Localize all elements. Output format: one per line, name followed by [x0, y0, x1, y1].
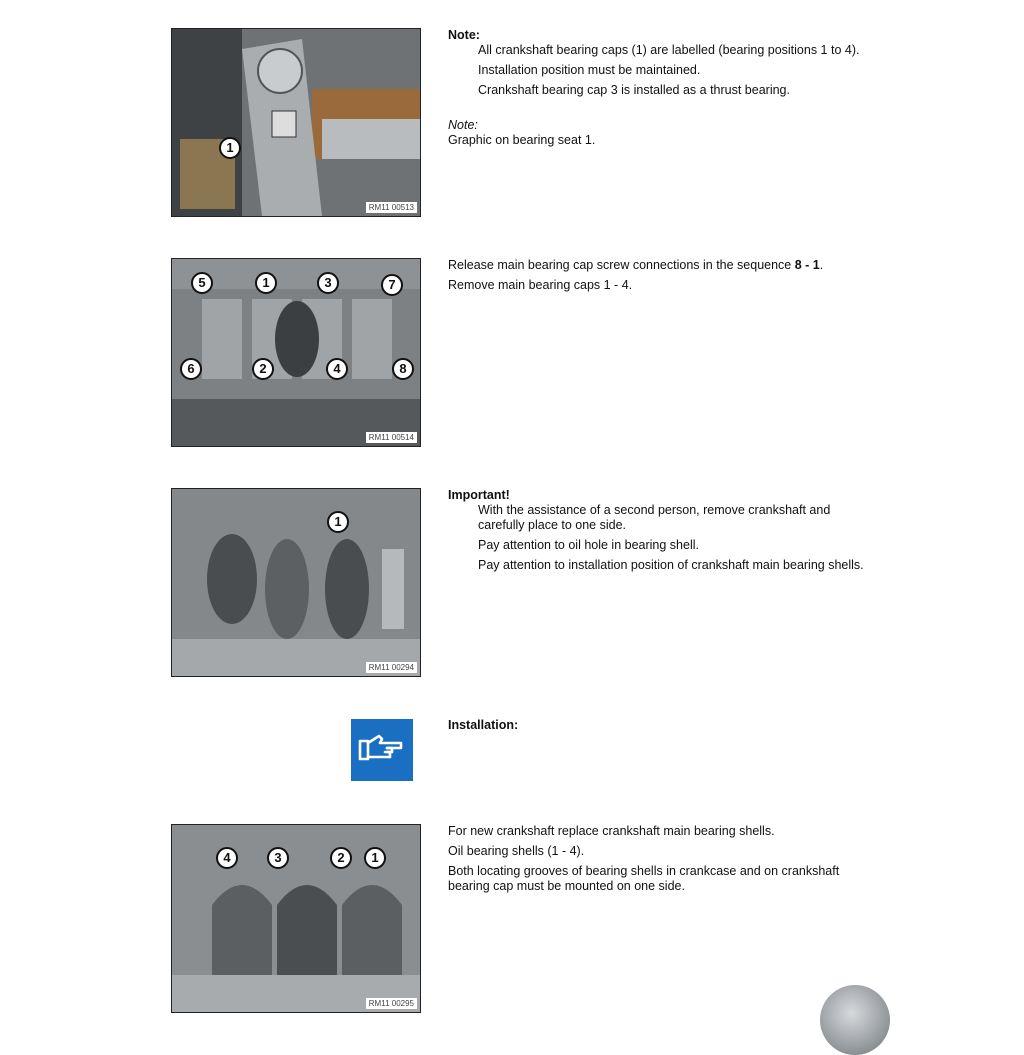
callout-3: 3	[267, 847, 289, 869]
note-line: Installation position must be maintained.	[478, 63, 701, 77]
sequence-bold: 8 - 1	[794, 258, 820, 272]
important-heading: Important!	[448, 488, 510, 502]
engine-photo-illustration	[172, 29, 420, 216]
corner-disc-decoration	[820, 985, 890, 1055]
callout-4: 4	[326, 358, 348, 380]
shells-block	[448, 824, 868, 899]
shells-line: For new crankshaft replace crankshaft main bearing shells.	[448, 824, 775, 838]
sequence-line	[448, 258, 868, 273]
installation-heading: Installation:	[448, 718, 519, 732]
image-reference: RM11 00514	[366, 432, 417, 443]
important-block	[448, 488, 868, 578]
important-line: Pay attention to oil hole in bearing shell.	[478, 538, 699, 552]
callout-2: 2	[330, 847, 352, 869]
shells-line: Oil bearing shells (1 - 4).	[448, 844, 585, 858]
callout-7: 7	[381, 274, 403, 296]
shells-line: Both locating grooves of bearing shells in crankcase and on crankshaft bearing cap must be mounted on one side.	[448, 864, 840, 893]
sequence-suffix: .	[819, 258, 824, 272]
callout-3: 3	[317, 272, 339, 294]
image-reference: RM11 00513	[366, 202, 417, 213]
callout-5: 5	[191, 272, 213, 294]
engine-photo-illustration	[172, 489, 420, 676]
photo-bearing-shells	[171, 824, 421, 1013]
callout-1: 1	[327, 511, 349, 533]
callout-6: 6	[180, 358, 202, 380]
callout-1: 1	[364, 847, 386, 869]
note-block	[448, 28, 868, 153]
note-line: All crankshaft bearing caps (1) are labelled (bearing positions 1 to 4).	[478, 43, 860, 57]
installation-block	[448, 718, 868, 738]
callout-1: 1	[219, 137, 241, 159]
important-line: Pay attention to installation position of crankshaft main bearing shells.	[478, 558, 864, 572]
important-line: With the assistance of a second person, remove crankshaft and carefully place to one side.	[478, 503, 831, 532]
photo-bearing-cap-label	[171, 28, 421, 217]
note-text: Graphic on bearing seat 1.	[448, 133, 596, 147]
sequence-prefix: Release main bearing cap screw connections in the sequence	[448, 258, 795, 272]
callout-1: 1	[255, 272, 277, 294]
callout-4: 4	[216, 847, 238, 869]
photo-crankshaft-removal	[171, 488, 421, 677]
remove-caps-line: Remove main bearing caps 1 - 4.	[448, 278, 633, 292]
image-reference: RM11 00294	[366, 662, 417, 673]
pointing-hand-icon	[351, 719, 413, 781]
callout-2: 2	[252, 358, 274, 380]
callout-8: 8	[392, 358, 414, 380]
note-subheading: Note:	[448, 118, 478, 132]
image-reference: RM11 00295	[366, 998, 417, 1009]
note-heading: Note:	[448, 28, 480, 42]
note-line: Crankshaft bearing cap 3 is installed as a thrust bearing.	[478, 83, 790, 97]
photo-bearing-sequence	[171, 258, 421, 447]
sequence-block	[448, 258, 868, 298]
